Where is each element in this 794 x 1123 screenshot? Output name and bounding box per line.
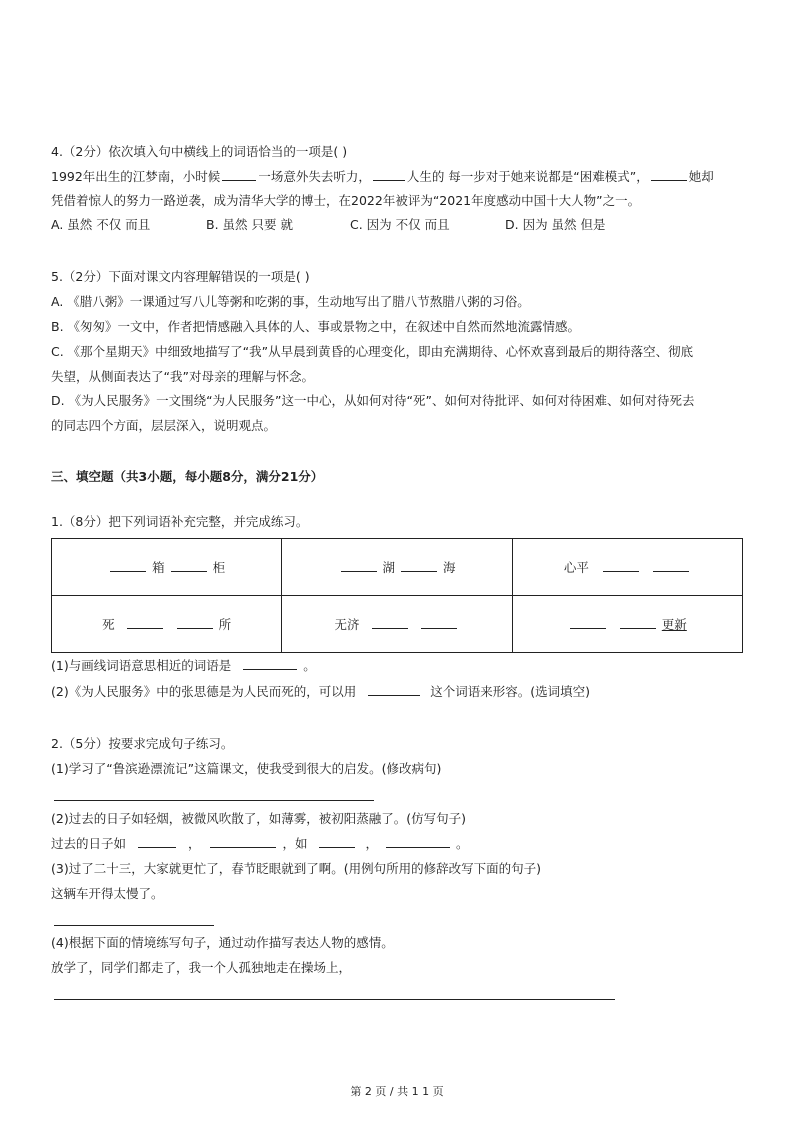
q5-option-b[interactable]: B. 《匆匆》一文中，作者把情感融入具体的人、事或景物之中，在叙述中自然而然地流露情感。 xyxy=(51,319,581,334)
cell-text: 心平 xyxy=(563,560,589,575)
cell-text: 无济 xyxy=(334,617,360,632)
q2-sub3-sentence: 这辆车开得太慢了。 xyxy=(51,886,164,901)
q4-text-c: 人生的 每一步对于她来说都是“困难模式”， xyxy=(406,169,649,184)
sub2-text: (2)《为人民服务》中的张思德是为人民而死的，可以用 xyxy=(51,684,357,699)
q5-heading: 5.（2分）下面对课文内容理解错误的一项是( ) xyxy=(51,269,310,284)
template-text: 过去的日子如 xyxy=(51,836,127,851)
blank[interactable] xyxy=(603,559,639,572)
fill-q2-heading: 2.（5分）按要求完成句子练习。 xyxy=(51,736,234,751)
blank[interactable] xyxy=(171,559,207,572)
underlined-word: 更新 xyxy=(661,617,687,632)
sub1-text: (1)与画线词语意思相近的词语是 xyxy=(51,658,232,673)
blank[interactable] xyxy=(386,835,450,848)
word-completion-table xyxy=(51,538,743,653)
blank[interactable] xyxy=(421,616,457,629)
q5-option-c-cont: 失望，从侧面表达了“我”对母亲的理解与怀念。 xyxy=(51,369,314,384)
q2-sub4-answer-line[interactable] xyxy=(54,999,615,1000)
cell-text: 箱 xyxy=(152,560,165,575)
blank[interactable] xyxy=(620,616,656,629)
blank[interactable] xyxy=(319,835,355,848)
blank[interactable] xyxy=(127,616,163,629)
q2-sub4-context: 放学了，同学们都走了，我一个人孤独地走在操场上， xyxy=(51,960,352,975)
q5-option-d-cont: 的同志四个方面，层层深入，说明观点。 xyxy=(51,418,277,433)
cell-text: 柜 xyxy=(212,560,226,575)
q4-heading: 4.（2分）依次填入句中横线上的词语恰当的一项是( ) xyxy=(51,144,348,159)
fill-q1-sub2 xyxy=(51,683,590,701)
q4-options xyxy=(51,216,606,234)
q4-text-a: 1992年出生的江梦南，小时候 xyxy=(51,169,221,184)
cell-text: 所 xyxy=(218,617,232,632)
q4-option-d[interactable]: D. 因为 虽然 但是 xyxy=(505,217,606,232)
q5-option-a[interactable]: A. 《腊八粥》一课通过写八儿等粥和吃粥的事，生动地写出了腊八节熬腊八粥的习俗。 xyxy=(51,294,530,309)
blank[interactable] xyxy=(653,559,689,572)
cell-text: 海 xyxy=(442,560,456,575)
blank[interactable] xyxy=(177,616,213,629)
q5-option-d[interactable]: D. 《为人民服务》一文围绕“为人民服务”这一中心，从如何对待“死”、如何对待批评、如何对待困难、如何对待死去 xyxy=(51,393,695,408)
cell-text: 死 xyxy=(102,617,115,632)
blank[interactable] xyxy=(110,559,146,572)
q2-sub3: (3)过了二十三，大家就更忙了，春节眨眼就到了啊。(用例句所用的修辞改写下面的句子) xyxy=(51,861,541,876)
blank[interactable] xyxy=(210,835,276,848)
q4-option-b[interactable]: B. 虽然 只要 就 xyxy=(206,217,293,232)
q5-option-c[interactable]: C. 《那个星期天》中细致地描写了“我”从早晨到黄昏的心理变化，即由充满期待、心怀欢喜到最后的期待落空、彻底 xyxy=(51,344,694,359)
q4-blank-1[interactable] xyxy=(222,168,256,181)
q4-text-d: 她却 xyxy=(688,169,714,184)
blank[interactable] xyxy=(341,559,377,572)
q2-sub1: (1)学习了“鲁滨逊漂流记”这篇课文，使我受到很大的启发。(修改病句) xyxy=(51,761,442,776)
q2-sub4: (4)根据下面的情境练写句子，通过动作描写表达人物的感情。 xyxy=(51,935,394,950)
sub2-end: 这个词语来形容。(选词填空) xyxy=(430,684,590,699)
template-text: ， xyxy=(365,836,378,851)
q2-sub2-template xyxy=(51,835,468,853)
blank[interactable] xyxy=(138,835,176,848)
blank[interactable] xyxy=(372,616,408,629)
sub1-end: 。 xyxy=(303,658,316,673)
q4-option-a[interactable]: A. 虽然 不仅 而且 xyxy=(51,217,151,232)
cell-text: 湖 xyxy=(382,560,395,575)
fill-q1-sub1 xyxy=(51,657,316,675)
template-text: ，如 xyxy=(282,836,308,851)
cell-r1c3 xyxy=(512,539,742,596)
cell-r2c2 xyxy=(282,596,512,653)
sub1-blank[interactable] xyxy=(243,657,297,670)
blank[interactable] xyxy=(401,559,437,572)
cell-r2c1 xyxy=(52,596,282,653)
template-text: ， xyxy=(187,836,201,851)
q4-text-b: 一场意外失去听力， xyxy=(258,169,371,184)
section-3-heading: 三、填空题（共3小题，每小题8分，满分21分） xyxy=(51,469,324,484)
q4-sentence-line1 xyxy=(51,168,714,186)
cell-r1c1 xyxy=(52,539,282,596)
cell-r2c3 xyxy=(512,596,742,653)
q4-option-c[interactable]: C. 因为 不仅 而且 xyxy=(350,217,450,232)
page-footer: 第 2 页 / 共 1 1 页 xyxy=(350,1085,444,1098)
q2-sub1-answer-line[interactable] xyxy=(54,800,374,801)
q4-blank-2[interactable] xyxy=(373,168,405,181)
q4-blank-3[interactable] xyxy=(651,168,687,181)
q2-sub3-answer-line[interactable] xyxy=(54,925,214,926)
sub2-blank[interactable] xyxy=(368,683,420,696)
q2-sub2: (2)过去的日子如轻烟，被微风吹散了，如薄雾，被初阳蒸融了。(仿写句子) xyxy=(51,811,466,826)
fill-q1-heading: 1.（8分）把下列词语补充完整，并完成练习。 xyxy=(51,514,309,529)
template-text: 。 xyxy=(455,836,469,851)
q4-sentence-line2: 凭借着惊人的努力一路逆袭，成为清华大学的博士，在2022年被评为“2021年度感动中国十大人物”之一。 xyxy=(51,193,641,208)
cell-r1c2 xyxy=(282,539,512,596)
blank[interactable] xyxy=(570,616,606,629)
